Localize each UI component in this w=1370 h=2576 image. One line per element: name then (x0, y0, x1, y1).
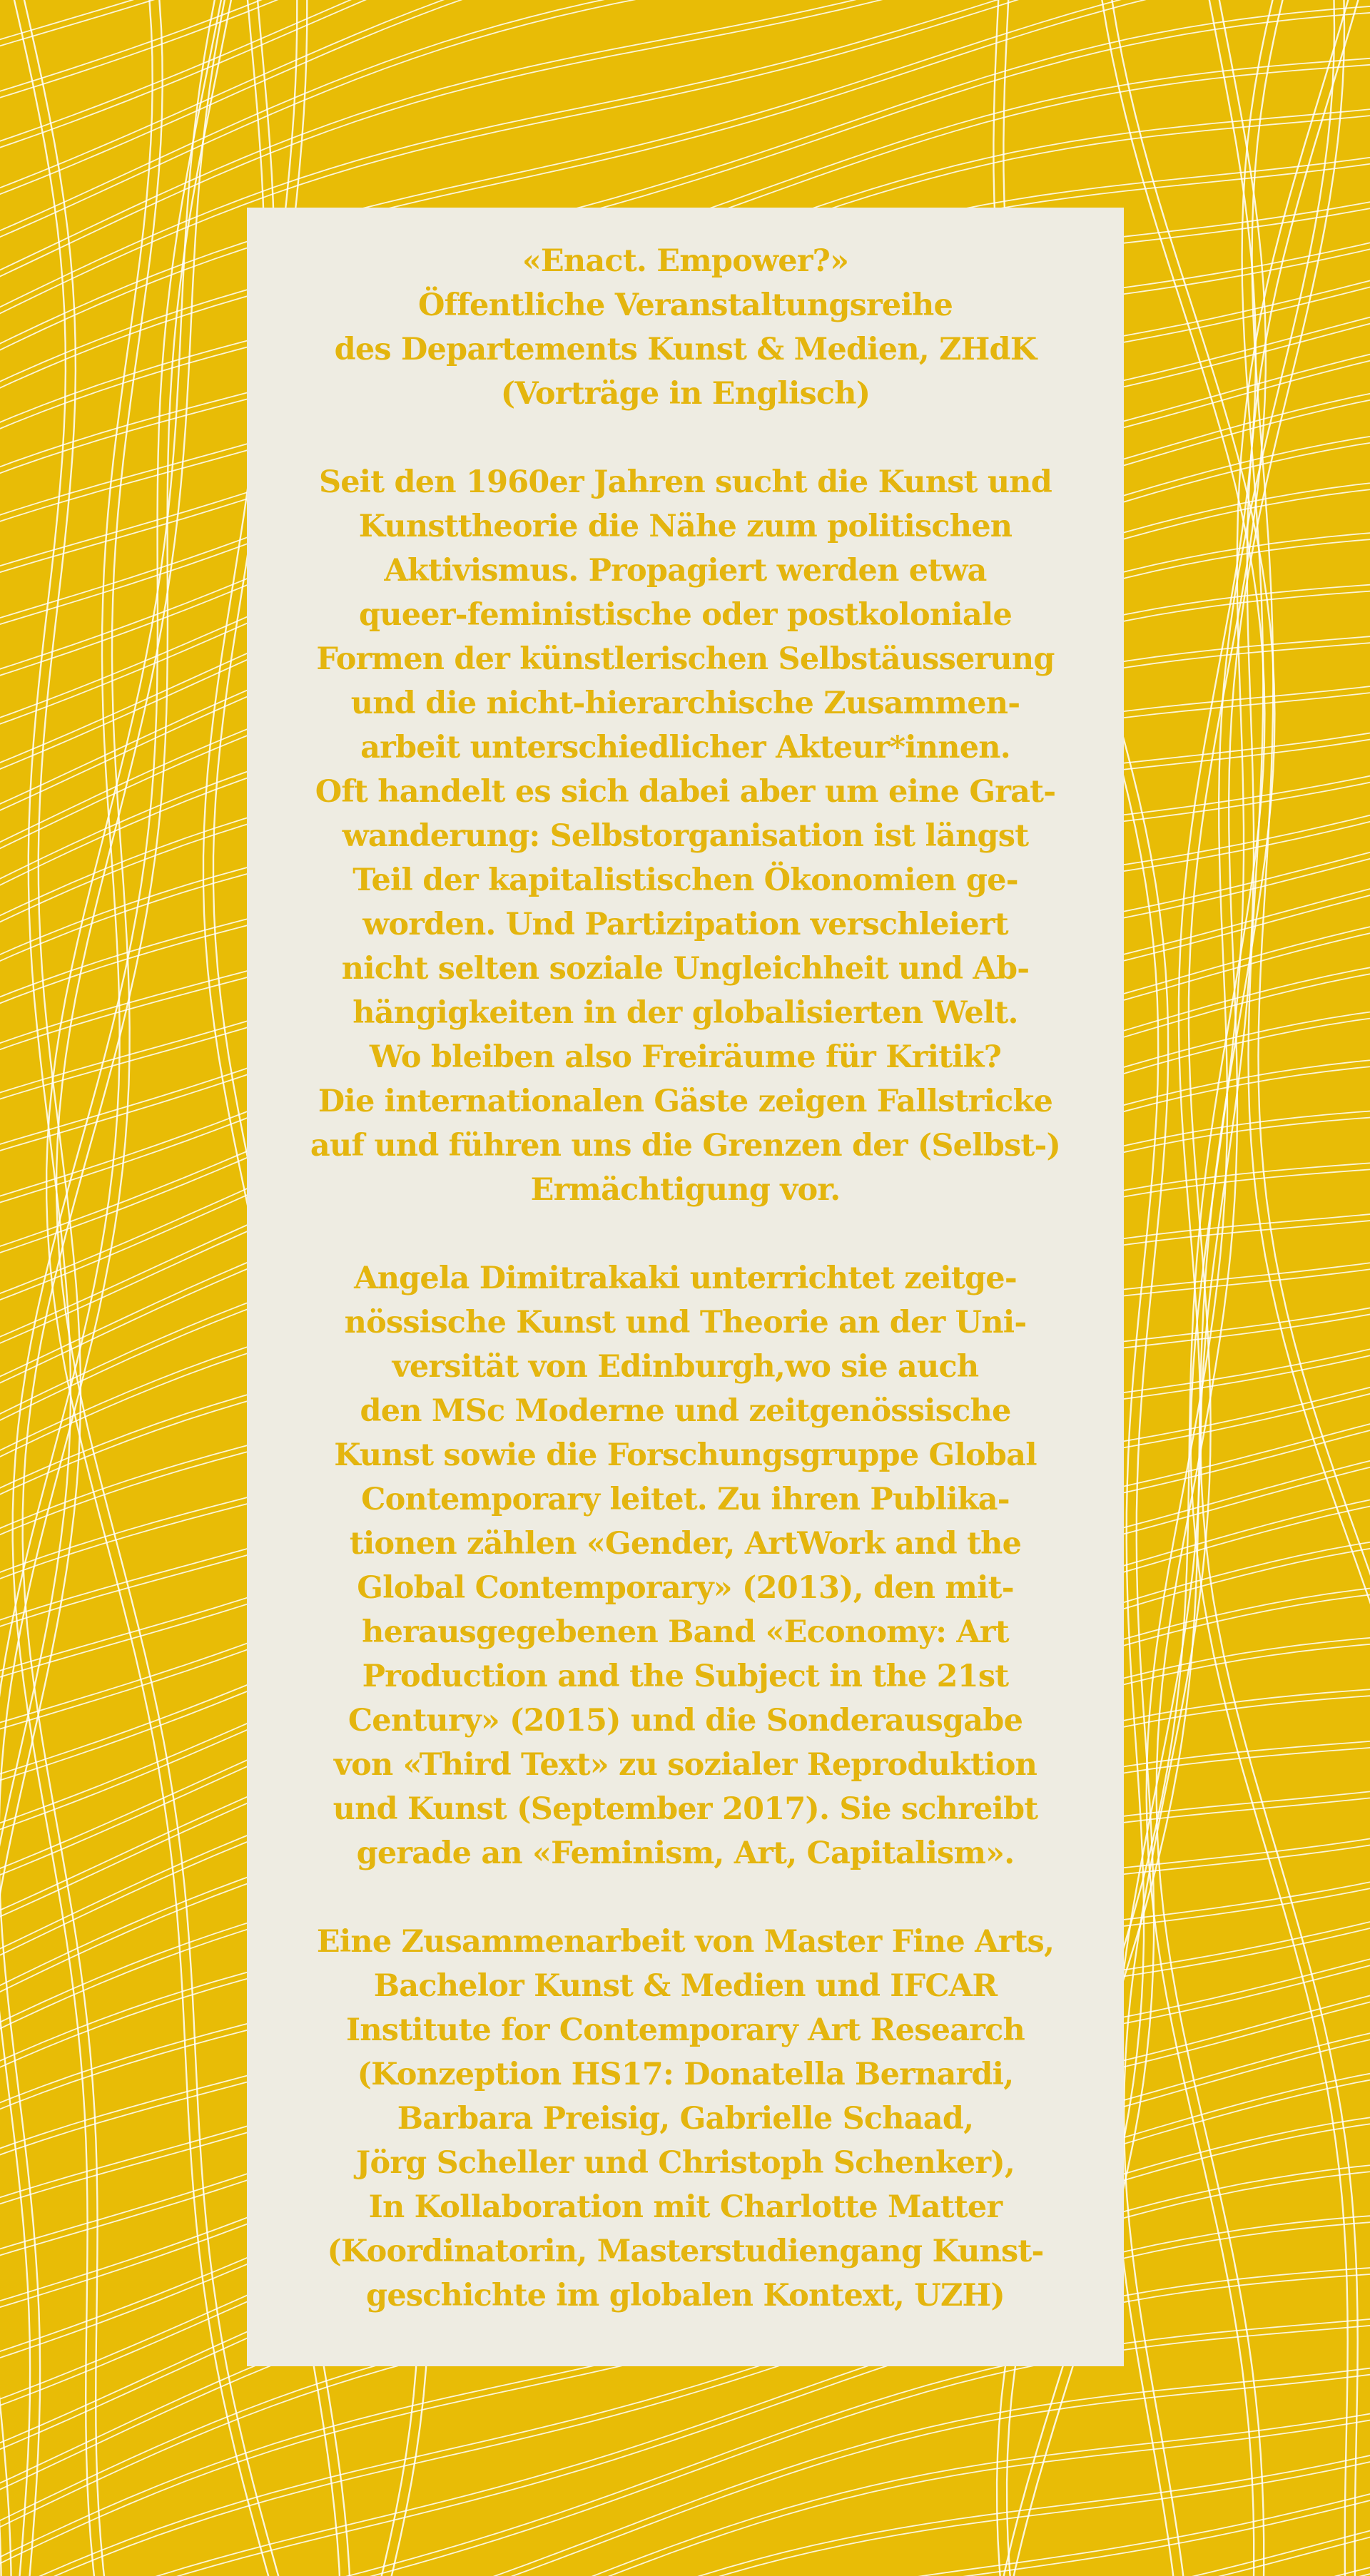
credits-line: Eine Zusammenarbeit von Master Fine Arts, (316, 1924, 1055, 1960)
header-block (247, 239, 1124, 416)
intro-line: queer-feministische oder postkoloniale (358, 597, 1012, 633)
bio-line: versität von Edinburgh,wo sie auch (392, 1349, 979, 1385)
credits-line: Bachelor Kunst & Medien und IFCAR (373, 1968, 998, 2004)
credits-line: Institute for Contemporary Art Research (346, 2012, 1025, 2048)
intro-line: Oft handelt es sich dabei aber um eine Grat- (315, 774, 1056, 810)
bio-line: Production and the Subject in the 21st (362, 1659, 1009, 1694)
intro-line: Aktivismus. Propagiert werden etwa (384, 553, 987, 589)
credits-line: geschichte im globalen Kontext, UZH) (366, 2278, 1005, 2313)
intro-line: Seit den 1960er Jahren sucht die Kunst und (318, 464, 1052, 500)
speaker-bio-paragraph (247, 1256, 1124, 1875)
credits-paragraph (247, 1920, 1124, 2318)
bio-line: Contemporary leitet. Zu ihren Publika- (361, 1482, 1010, 1517)
intro-line: worden. Und Partizipation verschleiert (362, 907, 1008, 942)
header-line: «Enact. Empower?» (522, 243, 849, 279)
bio-line: Kunst sowie die Forschungsgruppe Global (334, 1437, 1037, 1473)
credits-line: Barbara Preisig, Gabrielle Schaad, (397, 2101, 974, 2137)
credits-line: (Konzeption HS17: Donatella Bernardi, (357, 2057, 1014, 2092)
intro-line: Wo bleiben also Freiräume für Kritik? (369, 1039, 1002, 1075)
intro-line: Ermächtigung vor. (530, 1172, 841, 1208)
bio-line: und Kunst (September 2017). Sie schreibt (333, 1791, 1038, 1827)
intro-line: nicht selten soziale Ungleichheit und Ab- (341, 951, 1030, 987)
credits-line: Jörg Scheller und Christoph Schenker), (355, 2145, 1015, 2181)
credits-line: In Kollaboration mit Charlotte Matter (368, 2189, 1003, 2225)
intro-line: wanderung: Selbstorganisation ist längst (342, 818, 1029, 854)
bio-line: Angela Dimitrakaki unterrichtet zeitge- (354, 1261, 1017, 1296)
credits-line: (Koordinatorin, Masterstudiengang Kunst- (327, 2234, 1044, 2269)
intro-line: auf und führen uns die Grenzen der (Selbst-) (310, 1128, 1061, 1164)
intro-line: Die internationalen Gäste zeigen Fallstricke (318, 1084, 1053, 1119)
intro-line: Formen der künstlerischen Selbstäusserung (316, 641, 1055, 677)
bio-line: von «Third Text» zu sozialer Reproduktion (333, 1747, 1037, 1783)
bio-line: herausgegebenen Band «Economy: Art (362, 1614, 1009, 1650)
bio-line: Global Contemporary» (2013), den mit- (357, 1570, 1014, 1606)
bio-line: nössische Kunst und Theorie an der Uni- (344, 1305, 1027, 1340)
intro-line: Kunsttheorie die Nähe zum politischen (358, 509, 1013, 544)
intro-paragraph (247, 460, 1124, 1212)
header-line: des Departements Kunst & Medien, ZHdK (334, 332, 1037, 367)
text-panel (247, 208, 1124, 2366)
intro-line: hängigkeiten in der globalisierten Welt. (352, 995, 1018, 1031)
bio-line: tionen zählen «Gender, ArtWork and the (349, 1526, 1022, 1562)
header-line: (Vorträge in Englisch) (500, 376, 871, 412)
bio-line: gerade an «Feminism, Art, Capitalism». (356, 1836, 1015, 1871)
bio-line: den MSc Moderne und zeitgenössische (360, 1393, 1011, 1429)
intro-line: arbeit unterschiedlicher Akteur*innen. (360, 730, 1010, 765)
bio-line: Century» (2015) und die Sonderausgabe (347, 1703, 1023, 1738)
intro-line: Teil der kapitalistischen Ökonomien ge- (352, 862, 1018, 898)
header-line: Öffentliche Veranstaltungsreihe (417, 287, 953, 323)
intro-line: und die nicht-hierarchische Zusammen- (350, 686, 1020, 721)
